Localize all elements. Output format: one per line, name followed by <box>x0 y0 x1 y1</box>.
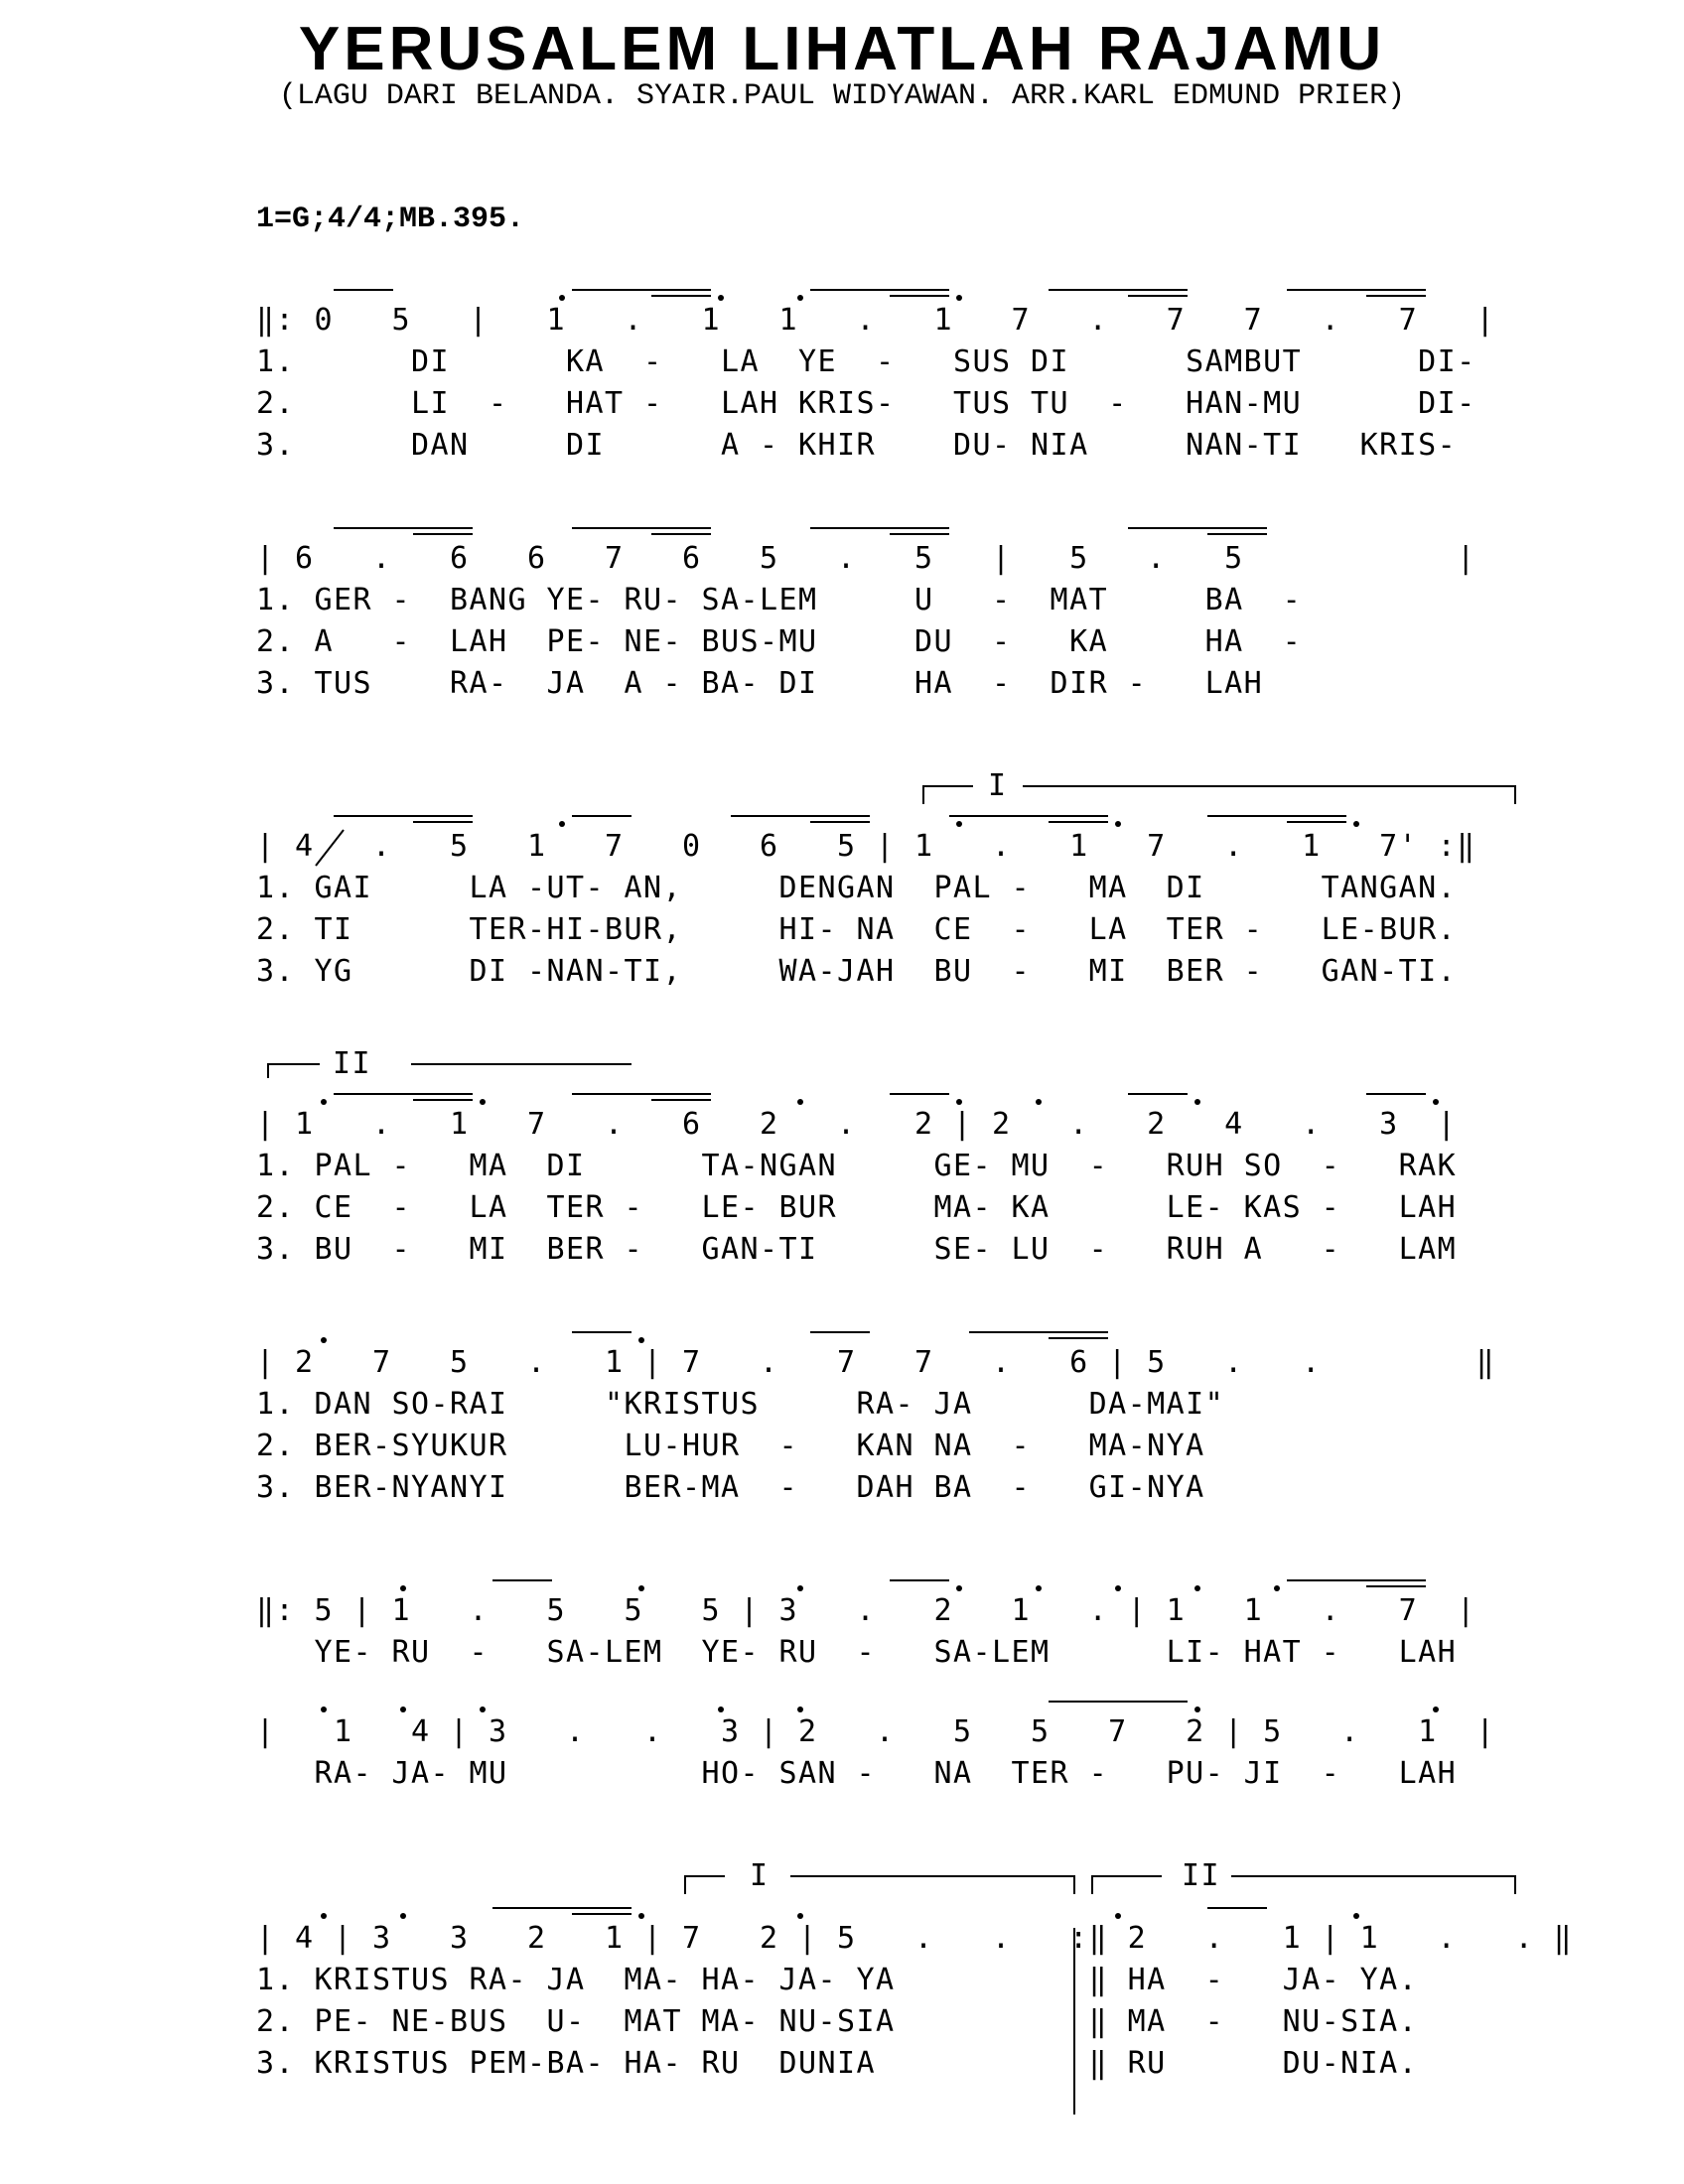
notation-line: | 6 . 6 6 7 6 5 . 5 | 5 . 5 | <box>256 541 1476 576</box>
song-title: YERUSALEM LIHATLAH RAJAMU <box>298 15 1386 83</box>
lyric-verse-3: 3. BER-NYANYI BER-MA - DAH BA - GI-NYA <box>256 1470 1205 1505</box>
volta-label-1: I <box>750 1858 770 1893</box>
volta-label-2: II <box>1182 1858 1221 1893</box>
lyric-verse-2: 2. TI TER-HI-BUR, HI- NA CE - LA TER - LE-BUR. <box>256 912 1458 947</box>
lyric-verse-2: 2. LI - HAT - LAH KRIS- TUS TU - HAN-MU DI- <box>256 386 1476 421</box>
lyric-verse-1: 1. GER - BANG YE- RU- SA-LEM U - MAT BA - <box>256 583 1303 617</box>
lyric-verse-3: 3. DAN DI A - KHIR DU- NIA NAN-TI KRIS- <box>256 428 1458 463</box>
notation-line: | 1 . 1 7 . 6 2 . 2 | 2 . 2 4 . 3 | <box>256 1107 1458 1142</box>
lyric-refrain: YE- RU - SA-LEM YE- RU - SA-LEM LI- HAT - LAH <box>256 1635 1458 1670</box>
lyric-verse-1: 1. DAN SO-RAI "KRISTUS RA- JA DA-MAI" <box>256 1387 1225 1422</box>
lyric-verse-2: 2. PE- NE-BUS U- MAT MA- NU-SIA ‖ MA - NU-SIA. <box>256 2004 1419 2039</box>
notation-line: | 4 | 3 3 2 1 | 7 2 | 5 . . :‖ 2 . 1 | 1 . . ‖ <box>256 1921 1574 1956</box>
lyric-verse-1: 1. PAL - MA DI TA-NGAN GE- MU - RUH SO - RAK <box>256 1149 1458 1183</box>
lyric-refrain: RA- JA- MU HO- SAN - NA TER - PU- JI - LAH <box>256 1756 1458 1791</box>
lyric-verse-2: 2. BER-SYUKUR LU-HUR - KAN NA - MA-NYA <box>256 1429 1205 1463</box>
notation-line: ‖: 5 | 1 . 5 5 5 | 3 . 2 1 . | 1 1 . 7 | <box>256 1593 1476 1628</box>
lyric-verse-3: 3. YG DI -NAN-TI, WA-JAH BU - MI BER - GAN-TI. <box>256 954 1458 989</box>
lyric-verse-3: 3. BU - MI BER - GAN-TI SE- LU - RUH A - LAM <box>256 1232 1458 1267</box>
volta-label-1: I <box>988 768 1008 803</box>
key-signature: 1=G;4/4;MB.395. <box>256 203 525 236</box>
lyric-verse-2: 2. CE - LA TER - LE- BUR MA- KA LE- KAS - LAH <box>256 1190 1458 1225</box>
notation-line: | 2 7 5 . 1 | 7 . 7 7 . 6 | 5 . . ‖ <box>256 1345 1496 1380</box>
lyric-verse-2: 2. A - LAH PE- NE- BUS-MU DU - KA HA - <box>256 624 1303 659</box>
lyric-verse-1: 1. KRISTUS RA- JA MA- HA- JA- YA ‖ HA - JA- YA. <box>256 1963 1419 1997</box>
notation-line: | 4 . 5 1 7 0 6 5 | 1 . 1 7 . 1 7' :‖ <box>256 829 1476 864</box>
lyric-verse-3: 3. TUS RA- JA A - BA- DI HA - DIR - LAH <box>256 666 1264 701</box>
song-credits: (LAGU DARI BELANDA. SYAIR.PAUL WIDYAWAN. ARR.KARL EDMUND PRIER) <box>278 79 1406 113</box>
lyric-verse-1: 1. GAI LA -UT- AN, DENGAN PAL - MA DI TANGAN. <box>256 871 1458 905</box>
notation-line: | 1 4 | 3 . . 3 | 2 . 5 5 7 2 | 5 . 1 | <box>256 1714 1496 1749</box>
lyric-verse-3: 3. KRISTUS PEM-BA- HA- RU DUNIA ‖ RU DU-NIA. <box>256 2046 1419 2081</box>
lyric-verse-1: 1. DI KA - LA YE - SUS DI SAMBUT DI- <box>256 344 1476 379</box>
volta-label-2: II <box>333 1046 372 1081</box>
notation-line: ‖: 0 5 | 1 . 1 1 . 1 7 . 7 7 . 7 | <box>256 303 1496 338</box>
